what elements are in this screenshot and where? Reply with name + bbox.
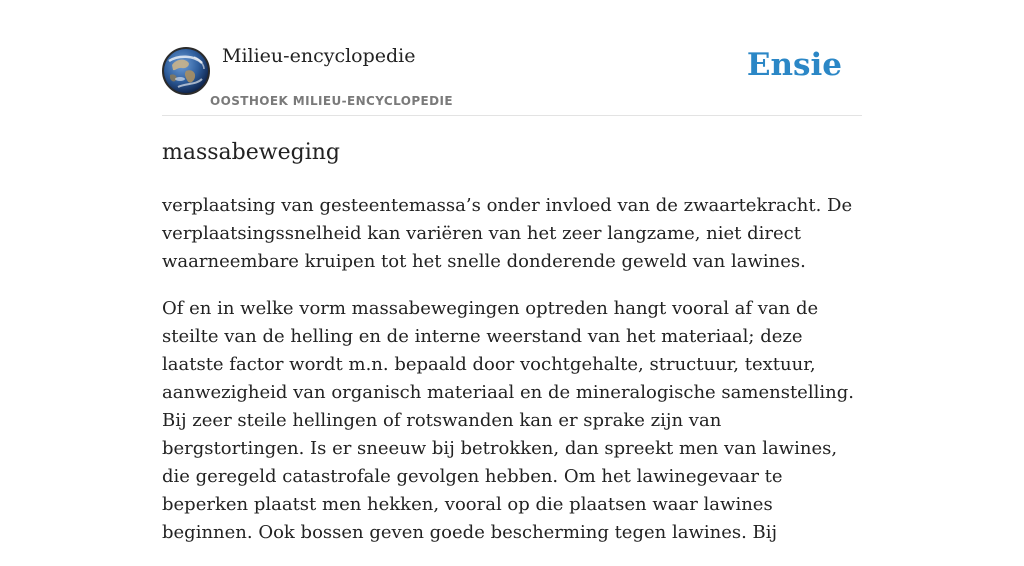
ensie-logo-link[interactable]: Ensie bbox=[746, 47, 842, 83]
earth-globe-icon[interactable] bbox=[162, 47, 210, 95]
entry-paragraph: Of en in welke vorm massabewegingen optreden hangt vooral af van de steilte van de helling en de interne weerstand van het materiaal; deze laatste factor wordt m.n. bepaald door vochtgehalte, structuur, textuur, aanwezigheid van organisch materiaal en de mineralogische samenstelling. Bij zeer steile hellingen of rotswanden kan er sprake zijn van bergstortingen. Is er sneeuw bij betrokken, dan spreekt men van lawines, die geregeld catastrofale gevolgen hebben. Om het lawinegevaar te beperken plaatst men hekken, vooral op die plaatsen waar lawines beginnen. Ook bossen geven goede bescherming tegen lawines. Bij bbox=[162, 298, 854, 543]
entry-paragraph: verplaatsing van gesteentemassa’s onder invloed van de zwaartekracht. De verplaatsingssnelheid kan variëren van het zeer langzame, niet direct waarneembare kruipen tot het snelle donderende geweld van lawines. bbox=[162, 195, 853, 272]
site-title-link[interactable]: Milieu-encyclopedie bbox=[222, 45, 416, 67]
entry-title: massabeweging bbox=[162, 140, 340, 165]
earth-globe-graphic bbox=[164, 49, 208, 93]
site-header bbox=[162, 0, 862, 116]
entry-body bbox=[162, 192, 862, 566]
content-container bbox=[162, 0, 862, 543]
site-subtitle: OOSTHOEK MILIEU-ENCYCLOPEDIE bbox=[210, 94, 453, 108]
